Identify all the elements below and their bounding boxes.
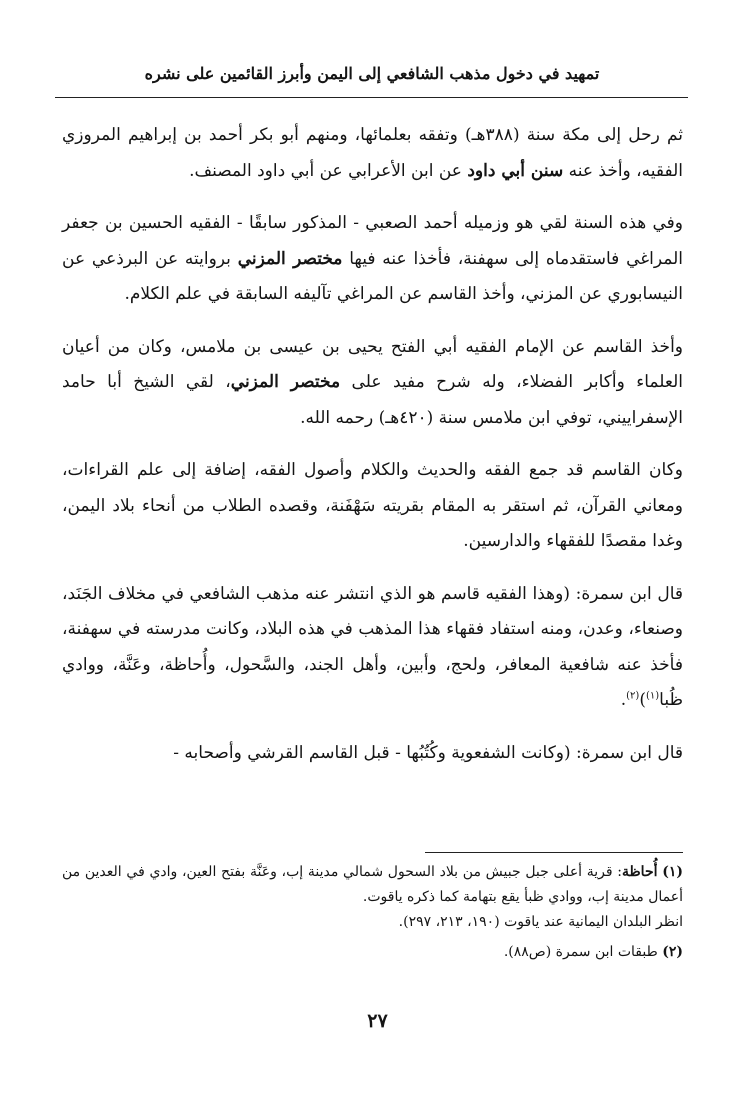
paragraph-3 bbox=[62, 330, 683, 437]
paragraph-6 bbox=[62, 736, 683, 772]
footnote-number: (١) bbox=[662, 864, 683, 880]
paragraph-text: قال ابن سمرة: (وهذا الفقيه قاسم هو الذي انتشر عنه مذهب الشافعي في مخلاف الجَنَد، وصنعاء، وعدن، ومنه استفاد فقهاء هذا المذهب في هذه البلاد، وكانت مدرسته في سهفنة، فأخذ عنه شافعية المعافر، ولحج، وأبين، وأهل الجند، والسَّحول، وأُحاظة، وعَنَّة، ووادي ظُبا bbox=[62, 583, 683, 710]
paragraph-text: بروايته عن البرذعي عن النيسابوري عن المزني، وأخذ القاسم عن المراغي تآليفه السابقة في علم الكلام. bbox=[62, 248, 683, 304]
book-title-mukhtasar-al-muzani: مختصر المزني bbox=[230, 372, 341, 392]
footnote-number: (٢) bbox=[662, 944, 683, 960]
paragraph-text: وكان القاسم قد جمع الفقه والحديث والكلام وأصول الفقه، إضافة إلى علم القراءات، ومعاني القرآن، ثم استقر به المقام بقريته سَهْفَنة، وقصده الطلاب من أنحاء بلاد اليمن، وغدا مقصدًا للفقهاء والدارسين. bbox=[62, 460, 683, 551]
paragraph-5 bbox=[62, 577, 683, 719]
paragraph-text: ، لقي الشيخ أبا حامد الإسفراييني، توفي ابن ملامس سنة (٤٢٠هـ) رحمه الله. bbox=[62, 372, 683, 428]
paragraph-text: قال ابن سمرة: (وكانت الشفعوية وكُتُبُها - قبل القاسم القرشي وأصحابه - bbox=[173, 742, 683, 763]
paragraph-text: ثم رحل إلى مكة سنة (٣٨٨هـ) وتفقه بعلمائها، ومنهم أبو بكر أحمد بن إبراهيم المروزي الفقيه، وأخذ عنه bbox=[62, 125, 683, 181]
paragraph-text: وأخذ القاسم عن الإمام الفقيه أبي الفتح يحيى بن عيسى بن ملامس، وكان من أعيان العلماء وأكابر الفضلاء، وله شرح مفيد على bbox=[62, 336, 683, 392]
paragraph-text: وفي هذه السنة لقي هو وزميله أحمد الصعبي - المذكور سابقًا - الفقيه الحسين بن جعفر المراغي فاستقدماه إلى سهفنة، فأخذا عنه فيها bbox=[62, 213, 683, 269]
footnote-text: : قرية أعلى جبل جبيش من بلاد السحول شمالي مدينة إب، وعَنَّة بفتح العين، وادي في العدين من أعمال مدينة إب، ووادي ظبأ يقع بتهامة كما ذكره ياقوت. bbox=[62, 864, 683, 905]
book-title-sunan-abi-dawud: سنن أبي داود bbox=[467, 160, 564, 181]
footnote-reference: انظر البلدان اليمانية عند ياقوت (١٩٠، ٢١٣، ٢٩٧). bbox=[398, 914, 683, 930]
paragraph-1 bbox=[62, 118, 683, 189]
footnote-ref-1[interactable]: (١) bbox=[645, 690, 660, 702]
page-number: ٢٧ bbox=[367, 1010, 388, 1032]
footnote-text: طبقات ابن سمرة (ص٨٨). bbox=[503, 944, 658, 960]
footnote-term: أُحاظة bbox=[622, 864, 658, 880]
header-rule bbox=[55, 97, 688, 98]
footnote-2 bbox=[62, 940, 683, 965]
main-text bbox=[62, 118, 683, 788]
quote-close: ) bbox=[639, 690, 646, 710]
book-title-mukhtasar-al-muzani: مختصر المزني bbox=[237, 248, 343, 269]
paragraph-text: عن ابن الأعرابي عن أبي داود المصنف. bbox=[189, 160, 468, 181]
footnote-rule bbox=[425, 852, 683, 853]
period: . bbox=[620, 690, 627, 710]
running-head: تمهيد في دخول مذهب الشافعي إلى اليمن وأبرز القائمين على نشره bbox=[144, 64, 600, 83]
footnote-ref-2[interactable]: (٢) bbox=[626, 690, 640, 702]
footnote-1 bbox=[62, 860, 683, 935]
paragraph-2 bbox=[62, 206, 683, 313]
footnotes bbox=[62, 860, 683, 970]
paragraph-4 bbox=[62, 453, 683, 560]
